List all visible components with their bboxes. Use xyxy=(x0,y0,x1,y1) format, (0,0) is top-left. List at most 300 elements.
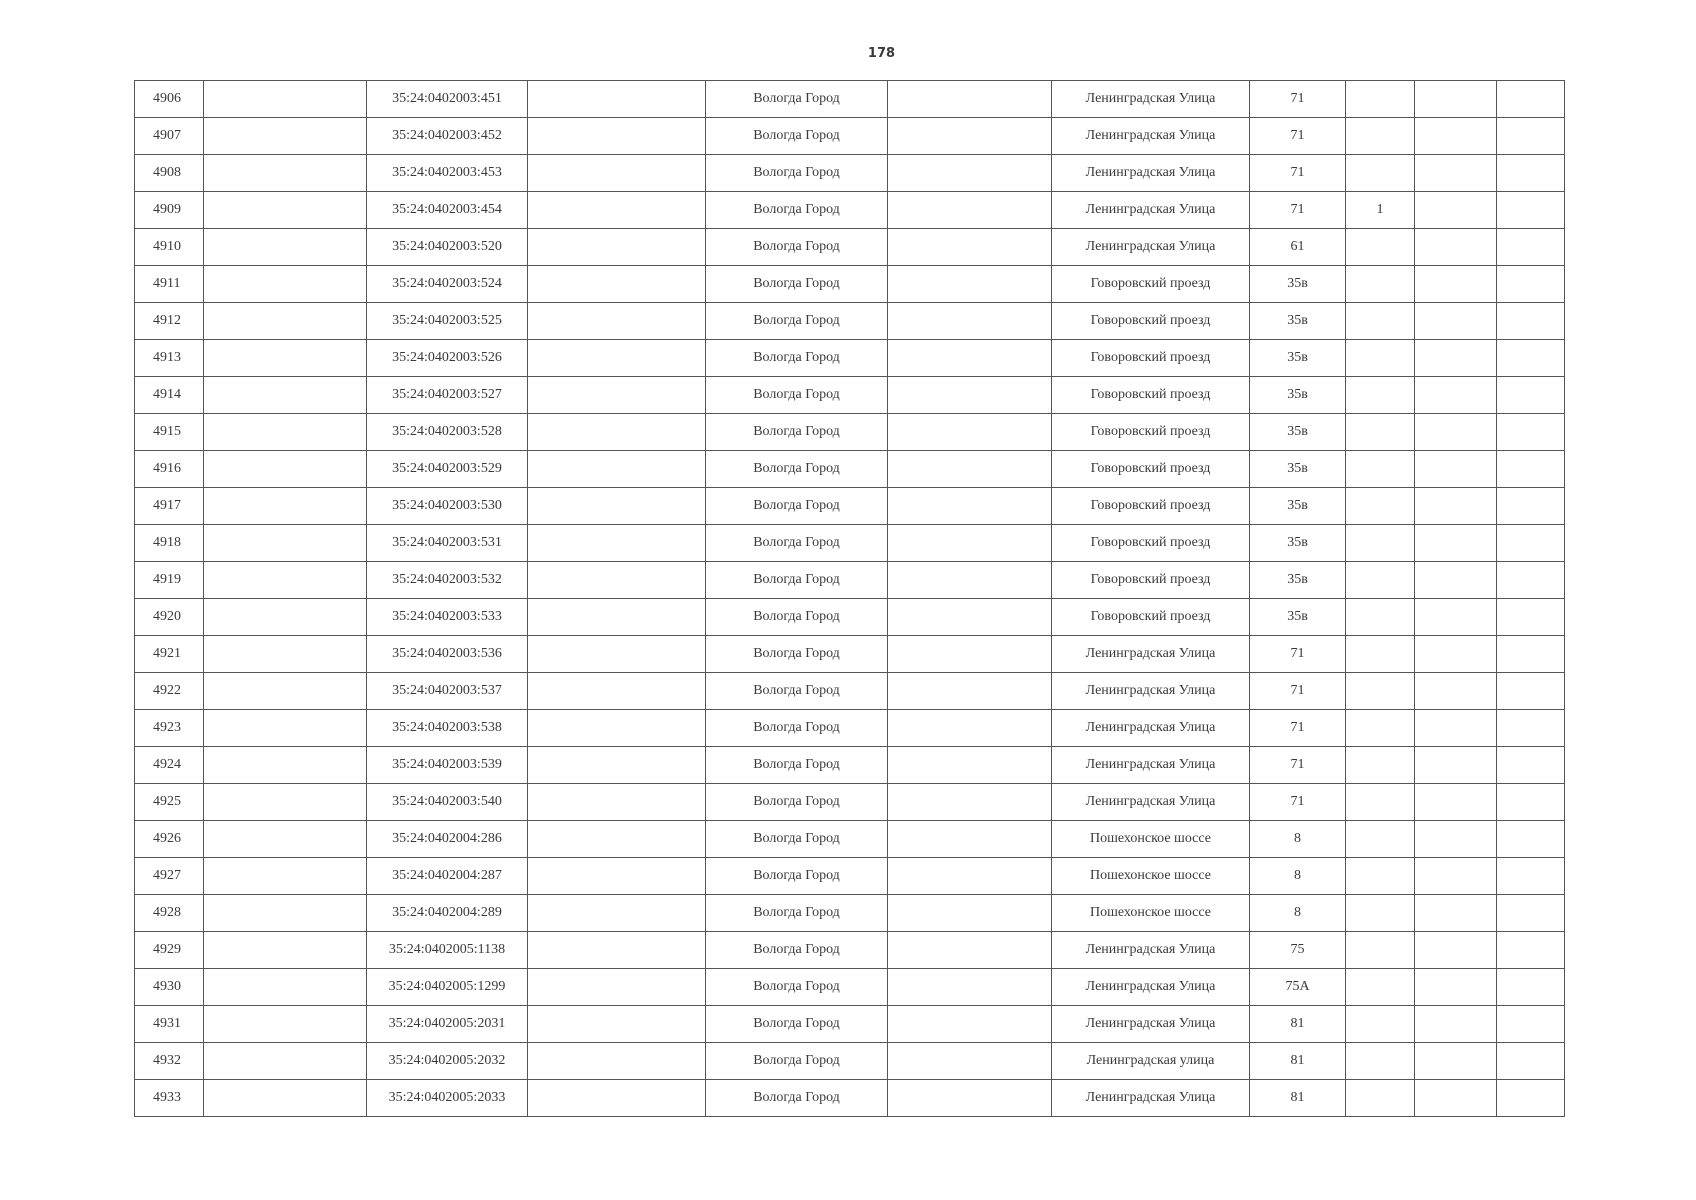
blank-cell-1 xyxy=(204,858,367,895)
cadastral-number-cell: 35:24:0402003:530 xyxy=(367,488,528,525)
blank-cell-2 xyxy=(528,451,706,488)
row-number-cell: 4933 xyxy=(135,1080,204,1117)
cadastral-number-cell: 35:24:0402003:451 xyxy=(367,81,528,118)
house-number-cell: 71 xyxy=(1250,192,1346,229)
cadastral-number-cell: 35:24:0402004:289 xyxy=(367,895,528,932)
house-number-cell: 8 xyxy=(1250,821,1346,858)
row-number-cell: 4931 xyxy=(135,1006,204,1043)
city-cell: Вологда Город xyxy=(706,710,888,747)
blank-cell-1 xyxy=(204,932,367,969)
blank-cell-3 xyxy=(888,858,1052,895)
blank-cell-1 xyxy=(204,636,367,673)
blank-cell-1 xyxy=(204,525,367,562)
blank-cell-1 xyxy=(204,340,367,377)
blank-cell-3 xyxy=(888,451,1052,488)
cadastral-number-cell: 35:24:0402003:540 xyxy=(367,784,528,821)
extra-cell-3 xyxy=(1497,599,1565,636)
extra-cell-3 xyxy=(1497,266,1565,303)
extra-cell-2 xyxy=(1415,784,1497,821)
blank-cell-3 xyxy=(888,81,1052,118)
extra-cell-2 xyxy=(1415,747,1497,784)
page-number: 178 xyxy=(867,46,896,61)
table-row xyxy=(135,562,1565,599)
extra-cell-2 xyxy=(1415,673,1497,710)
table-row xyxy=(135,710,1565,747)
city-cell: Вологда Город xyxy=(706,340,888,377)
blank-cell-1 xyxy=(204,562,367,599)
blank-cell-1 xyxy=(204,377,367,414)
blank-cell-1 xyxy=(204,266,367,303)
extra-cell-1 xyxy=(1346,784,1415,821)
extra-cell-3 xyxy=(1497,488,1565,525)
street-cell: Пошехонское шоссе xyxy=(1052,821,1250,858)
city-cell: Вологда Город xyxy=(706,932,888,969)
table-row xyxy=(135,525,1565,562)
blank-cell-1 xyxy=(204,118,367,155)
city-cell: Вологда Город xyxy=(706,1006,888,1043)
extra-cell-3 xyxy=(1497,340,1565,377)
table-row xyxy=(135,636,1565,673)
extra-cell-1 xyxy=(1346,303,1415,340)
house-number-cell: 71 xyxy=(1250,636,1346,673)
table-row xyxy=(135,192,1565,229)
extra-cell-1 xyxy=(1346,636,1415,673)
street-cell: Говоровский проезд xyxy=(1052,599,1250,636)
house-number-cell: 35в xyxy=(1250,525,1346,562)
blank-cell-3 xyxy=(888,266,1052,303)
row-number-cell: 4930 xyxy=(135,969,204,1006)
street-cell: Говоровский проезд xyxy=(1052,377,1250,414)
extra-cell-1 xyxy=(1346,969,1415,1006)
city-cell: Вологда Город xyxy=(706,377,888,414)
extra-cell-2 xyxy=(1415,1043,1497,1080)
city-cell: Вологда Город xyxy=(706,784,888,821)
table-row xyxy=(135,599,1565,636)
blank-cell-2 xyxy=(528,266,706,303)
row-number-cell: 4915 xyxy=(135,414,204,451)
row-number-cell: 4910 xyxy=(135,229,204,266)
cadastral-number-cell: 35:24:0402004:286 xyxy=(367,821,528,858)
extra-cell-2 xyxy=(1415,599,1497,636)
street-cell: Говоровский проезд xyxy=(1052,525,1250,562)
table-row xyxy=(135,747,1565,784)
house-number-cell: 35в xyxy=(1250,303,1346,340)
house-number-cell: 35в xyxy=(1250,451,1346,488)
extra-cell-1 xyxy=(1346,747,1415,784)
row-number-cell: 4908 xyxy=(135,155,204,192)
table-row xyxy=(135,784,1565,821)
extra-cell-1 xyxy=(1346,266,1415,303)
city-cell: Вологда Город xyxy=(706,895,888,932)
extra-cell-1 xyxy=(1346,340,1415,377)
blank-cell-2 xyxy=(528,118,706,155)
blank-cell-2 xyxy=(528,81,706,118)
row-number-cell: 4918 xyxy=(135,525,204,562)
row-number-cell: 4932 xyxy=(135,1043,204,1080)
extra-cell-2 xyxy=(1415,229,1497,266)
extra-cell-1 xyxy=(1346,488,1415,525)
extra-cell-2 xyxy=(1415,969,1497,1006)
row-number-cell: 4923 xyxy=(135,710,204,747)
house-number-cell: 81 xyxy=(1250,1006,1346,1043)
blank-cell-3 xyxy=(888,1006,1052,1043)
table-row xyxy=(135,1080,1565,1117)
street-cell: Ленинградская Улица xyxy=(1052,155,1250,192)
cadastral-number-cell: 35:24:0402003:526 xyxy=(367,340,528,377)
cadastral-number-cell: 35:24:0402003:529 xyxy=(367,451,528,488)
blank-cell-3 xyxy=(888,192,1052,229)
table-row xyxy=(135,821,1565,858)
blank-cell-2 xyxy=(528,932,706,969)
extra-cell-1 xyxy=(1346,525,1415,562)
street-cell: Ленинградская Улица xyxy=(1052,192,1250,229)
city-cell: Вологда Город xyxy=(706,266,888,303)
extra-cell-3 xyxy=(1497,1080,1565,1117)
blank-cell-2 xyxy=(528,1080,706,1117)
street-cell: Ленинградская Улица xyxy=(1052,229,1250,266)
table-row xyxy=(135,488,1565,525)
table-row xyxy=(135,895,1565,932)
row-number-cell: 4919 xyxy=(135,562,204,599)
extra-cell-2 xyxy=(1415,192,1497,229)
street-cell: Говоровский проезд xyxy=(1052,266,1250,303)
blank-cell-2 xyxy=(528,858,706,895)
table-row xyxy=(135,81,1565,118)
street-cell: Ленинградская улица xyxy=(1052,1043,1250,1080)
extra-cell-3 xyxy=(1497,821,1565,858)
row-number-cell: 4912 xyxy=(135,303,204,340)
blank-cell-2 xyxy=(528,1043,706,1080)
blank-cell-3 xyxy=(888,414,1052,451)
house-number-cell: 71 xyxy=(1250,784,1346,821)
row-number-cell: 4922 xyxy=(135,673,204,710)
city-cell: Вологда Город xyxy=(706,192,888,229)
blank-cell-2 xyxy=(528,821,706,858)
row-number-cell: 4928 xyxy=(135,895,204,932)
blank-cell-2 xyxy=(528,710,706,747)
table-row xyxy=(135,1006,1565,1043)
blank-cell-1 xyxy=(204,821,367,858)
blank-cell-3 xyxy=(888,1043,1052,1080)
table-row xyxy=(135,303,1565,340)
street-cell: Ленинградская Улица xyxy=(1052,784,1250,821)
house-number-cell: 8 xyxy=(1250,895,1346,932)
street-cell: Говоровский проезд xyxy=(1052,340,1250,377)
extra-cell-3 xyxy=(1497,155,1565,192)
row-number-cell: 4907 xyxy=(135,118,204,155)
street-cell: Ленинградская Улица xyxy=(1052,710,1250,747)
blank-cell-3 xyxy=(888,303,1052,340)
cadastral-number-cell: 35:24:0402005:2033 xyxy=(367,1080,528,1117)
table-row xyxy=(135,858,1565,895)
house-number-cell: 71 xyxy=(1250,118,1346,155)
table-row xyxy=(135,266,1565,303)
house-number-cell: 35в xyxy=(1250,340,1346,377)
cadastral-number-cell: 35:24:0402003:538 xyxy=(367,710,528,747)
city-cell: Вологда Город xyxy=(706,229,888,266)
blank-cell-2 xyxy=(528,414,706,451)
extra-cell-2 xyxy=(1415,858,1497,895)
row-number-cell: 4913 xyxy=(135,340,204,377)
extra-cell-3 xyxy=(1497,451,1565,488)
extra-cell-1 xyxy=(1346,562,1415,599)
extra-cell-1 xyxy=(1346,895,1415,932)
row-number-cell: 4916 xyxy=(135,451,204,488)
blank-cell-3 xyxy=(888,599,1052,636)
extra-cell-1 xyxy=(1346,118,1415,155)
row-number-cell: 4911 xyxy=(135,266,204,303)
table-row xyxy=(135,118,1565,155)
extra-cell-2 xyxy=(1415,1080,1497,1117)
blank-cell-3 xyxy=(888,488,1052,525)
cadastral-number-cell: 35:24:0402003:533 xyxy=(367,599,528,636)
table-row xyxy=(135,155,1565,192)
house-number-cell: 35в xyxy=(1250,414,1346,451)
blank-cell-3 xyxy=(888,1080,1052,1117)
extra-cell-1 xyxy=(1346,155,1415,192)
city-cell: Вологда Город xyxy=(706,525,888,562)
city-cell: Вологда Город xyxy=(706,488,888,525)
blank-cell-3 xyxy=(888,377,1052,414)
registry-body xyxy=(135,81,1565,1117)
extra-cell-3 xyxy=(1497,636,1565,673)
blank-cell-1 xyxy=(204,747,367,784)
street-cell: Говоровский проезд xyxy=(1052,451,1250,488)
extra-cell-3 xyxy=(1497,192,1565,229)
cadastral-number-cell: 35:24:0402005:2032 xyxy=(367,1043,528,1080)
extra-cell-2 xyxy=(1415,118,1497,155)
extra-cell-1 xyxy=(1346,451,1415,488)
blank-cell-2 xyxy=(528,895,706,932)
blank-cell-2 xyxy=(528,377,706,414)
table-row xyxy=(135,969,1565,1006)
cadastral-number-cell: 35:24:0402003:531 xyxy=(367,525,528,562)
cadastral-number-cell: 35:24:0402005:1138 xyxy=(367,932,528,969)
blank-cell-2 xyxy=(528,303,706,340)
extra-cell-1 xyxy=(1346,414,1415,451)
house-number-cell: 71 xyxy=(1250,747,1346,784)
extra-cell-1 xyxy=(1346,377,1415,414)
blank-cell-2 xyxy=(528,636,706,673)
extra-cell-3 xyxy=(1497,1043,1565,1080)
city-cell: Вологда Город xyxy=(706,414,888,451)
city-cell: Вологда Город xyxy=(706,969,888,1006)
house-number-cell: 71 xyxy=(1250,673,1346,710)
extra-cell-2 xyxy=(1415,340,1497,377)
blank-cell-1 xyxy=(204,155,367,192)
table-row xyxy=(135,673,1565,710)
cadastral-number-cell: 35:24:0402003:453 xyxy=(367,155,528,192)
blank-cell-3 xyxy=(888,673,1052,710)
city-cell: Вологда Город xyxy=(706,673,888,710)
city-cell: Вологда Город xyxy=(706,599,888,636)
blank-cell-1 xyxy=(204,229,367,266)
city-cell: Вологда Город xyxy=(706,1043,888,1080)
house-number-cell: 35в xyxy=(1250,562,1346,599)
cadastral-number-cell: 35:24:0402003:532 xyxy=(367,562,528,599)
extra-cell-2 xyxy=(1415,81,1497,118)
extra-cell-2 xyxy=(1415,266,1497,303)
blank-cell-3 xyxy=(888,969,1052,1006)
row-number-cell: 4909 xyxy=(135,192,204,229)
city-cell: Вологда Город xyxy=(706,303,888,340)
extra-cell-1 xyxy=(1346,229,1415,266)
cadastral-number-cell: 35:24:0402003:537 xyxy=(367,673,528,710)
extra-cell-2 xyxy=(1415,636,1497,673)
street-cell: Говоровский проезд xyxy=(1052,303,1250,340)
city-cell: Вологда Город xyxy=(706,451,888,488)
extra-cell-2 xyxy=(1415,932,1497,969)
extra-cell-2 xyxy=(1415,155,1497,192)
blank-cell-2 xyxy=(528,747,706,784)
row-number-cell: 4920 xyxy=(135,599,204,636)
street-cell: Ленинградская Улица xyxy=(1052,118,1250,155)
cadastral-number-cell: 35:24:0402005:2031 xyxy=(367,1006,528,1043)
blank-cell-2 xyxy=(528,340,706,377)
street-cell: Ленинградская Улица xyxy=(1052,969,1250,1006)
blank-cell-1 xyxy=(204,1006,367,1043)
blank-cell-1 xyxy=(204,895,367,932)
blank-cell-1 xyxy=(204,1043,367,1080)
house-number-cell: 75А xyxy=(1250,969,1346,1006)
extra-cell-2 xyxy=(1415,525,1497,562)
extra-cell-3 xyxy=(1497,1006,1565,1043)
city-cell: Вологда Город xyxy=(706,636,888,673)
extra-cell-2 xyxy=(1415,414,1497,451)
extra-cell-2 xyxy=(1415,488,1497,525)
property-registry-table xyxy=(134,80,1565,1117)
extra-cell-1 xyxy=(1346,81,1415,118)
city-cell: Вологда Город xyxy=(706,562,888,599)
house-number-cell: 35в xyxy=(1250,377,1346,414)
blank-cell-1 xyxy=(204,488,367,525)
blank-cell-2 xyxy=(528,1006,706,1043)
blank-cell-1 xyxy=(204,1080,367,1117)
house-number-cell: 35в xyxy=(1250,599,1346,636)
blank-cell-2 xyxy=(528,229,706,266)
blank-cell-3 xyxy=(888,747,1052,784)
extra-cell-1 xyxy=(1346,673,1415,710)
extra-cell-3 xyxy=(1497,932,1565,969)
blank-cell-1 xyxy=(204,710,367,747)
extra-cell-1 xyxy=(1346,1006,1415,1043)
blank-cell-3 xyxy=(888,636,1052,673)
cadastral-number-cell: 35:24:0402003:527 xyxy=(367,377,528,414)
street-cell: Пошехонское шоссе xyxy=(1052,858,1250,895)
extra-cell-3 xyxy=(1497,414,1565,451)
blank-cell-3 xyxy=(888,118,1052,155)
cadastral-number-cell: 35:24:0402003:452 xyxy=(367,118,528,155)
extra-cell-3 xyxy=(1497,710,1565,747)
table-row xyxy=(135,377,1565,414)
row-number-cell: 4925 xyxy=(135,784,204,821)
blank-cell-1 xyxy=(204,599,367,636)
table-row xyxy=(135,229,1565,266)
extra-cell-2 xyxy=(1415,821,1497,858)
extra-cell-2 xyxy=(1415,377,1497,414)
table-row xyxy=(135,414,1565,451)
extra-cell-2 xyxy=(1415,562,1497,599)
blank-cell-3 xyxy=(888,784,1052,821)
extra-cell-3 xyxy=(1497,525,1565,562)
blank-cell-1 xyxy=(204,969,367,1006)
street-cell: Пошехонское шоссе xyxy=(1052,895,1250,932)
extra-cell-3 xyxy=(1497,229,1565,266)
cadastral-number-cell: 35:24:0402003:524 xyxy=(367,266,528,303)
row-number-cell: 4924 xyxy=(135,747,204,784)
street-cell: Говоровский проезд xyxy=(1052,562,1250,599)
city-cell: Вологда Город xyxy=(706,1080,888,1117)
extra-cell-3 xyxy=(1497,562,1565,599)
extra-cell-3 xyxy=(1497,858,1565,895)
extra-cell-1 xyxy=(1346,858,1415,895)
extra-cell-3 xyxy=(1497,118,1565,155)
blank-cell-2 xyxy=(528,599,706,636)
street-cell: Ленинградская Улица xyxy=(1052,636,1250,673)
cadastral-number-cell: 35:24:0402005:1299 xyxy=(367,969,528,1006)
row-number-cell: 4914 xyxy=(135,377,204,414)
table-row xyxy=(135,932,1565,969)
cadastral-number-cell: 35:24:0402003:520 xyxy=(367,229,528,266)
street-cell: Ленинградская Улица xyxy=(1052,932,1250,969)
extra-cell-1 xyxy=(1346,710,1415,747)
extra-cell-2 xyxy=(1415,710,1497,747)
extra-cell-3 xyxy=(1497,303,1565,340)
house-number-cell: 8 xyxy=(1250,858,1346,895)
blank-cell-3 xyxy=(888,821,1052,858)
city-cell: Вологда Город xyxy=(706,81,888,118)
city-cell: Вологда Город xyxy=(706,747,888,784)
street-cell: Говоровский проезд xyxy=(1052,414,1250,451)
extra-cell-3 xyxy=(1497,673,1565,710)
blank-cell-3 xyxy=(888,895,1052,932)
blank-cell-2 xyxy=(528,155,706,192)
extra-cell-1 xyxy=(1346,932,1415,969)
blank-cell-3 xyxy=(888,932,1052,969)
street-cell: Ленинградская Улица xyxy=(1052,673,1250,710)
house-number-cell: 35в xyxy=(1250,266,1346,303)
blank-cell-1 xyxy=(204,673,367,710)
extra-cell-2 xyxy=(1415,1006,1497,1043)
blank-cell-2 xyxy=(528,525,706,562)
blank-cell-3 xyxy=(888,525,1052,562)
blank-cell-2 xyxy=(528,673,706,710)
extra-cell-1 xyxy=(1346,821,1415,858)
row-number-cell: 4921 xyxy=(135,636,204,673)
house-number-cell: 71 xyxy=(1250,155,1346,192)
row-number-cell: 4906 xyxy=(135,81,204,118)
house-number-cell: 35в xyxy=(1250,488,1346,525)
blank-cell-3 xyxy=(888,229,1052,266)
extra-cell-3 xyxy=(1497,895,1565,932)
street-cell: Ленинградская Улица xyxy=(1052,1080,1250,1117)
row-number-cell: 4926 xyxy=(135,821,204,858)
extra-cell-3 xyxy=(1497,747,1565,784)
house-number-cell: 71 xyxy=(1250,710,1346,747)
row-number-cell: 4917 xyxy=(135,488,204,525)
blank-cell-3 xyxy=(888,155,1052,192)
house-number-cell: 61 xyxy=(1250,229,1346,266)
blank-cell-1 xyxy=(204,414,367,451)
blank-cell-1 xyxy=(204,303,367,340)
street-cell: Ленинградская Улица xyxy=(1052,81,1250,118)
extra-cell-1 xyxy=(1346,1043,1415,1080)
blank-cell-2 xyxy=(528,562,706,599)
blank-cell-3 xyxy=(888,340,1052,377)
house-number-cell: 71 xyxy=(1250,81,1346,118)
blank-cell-3 xyxy=(888,562,1052,599)
city-cell: Вологда Город xyxy=(706,118,888,155)
